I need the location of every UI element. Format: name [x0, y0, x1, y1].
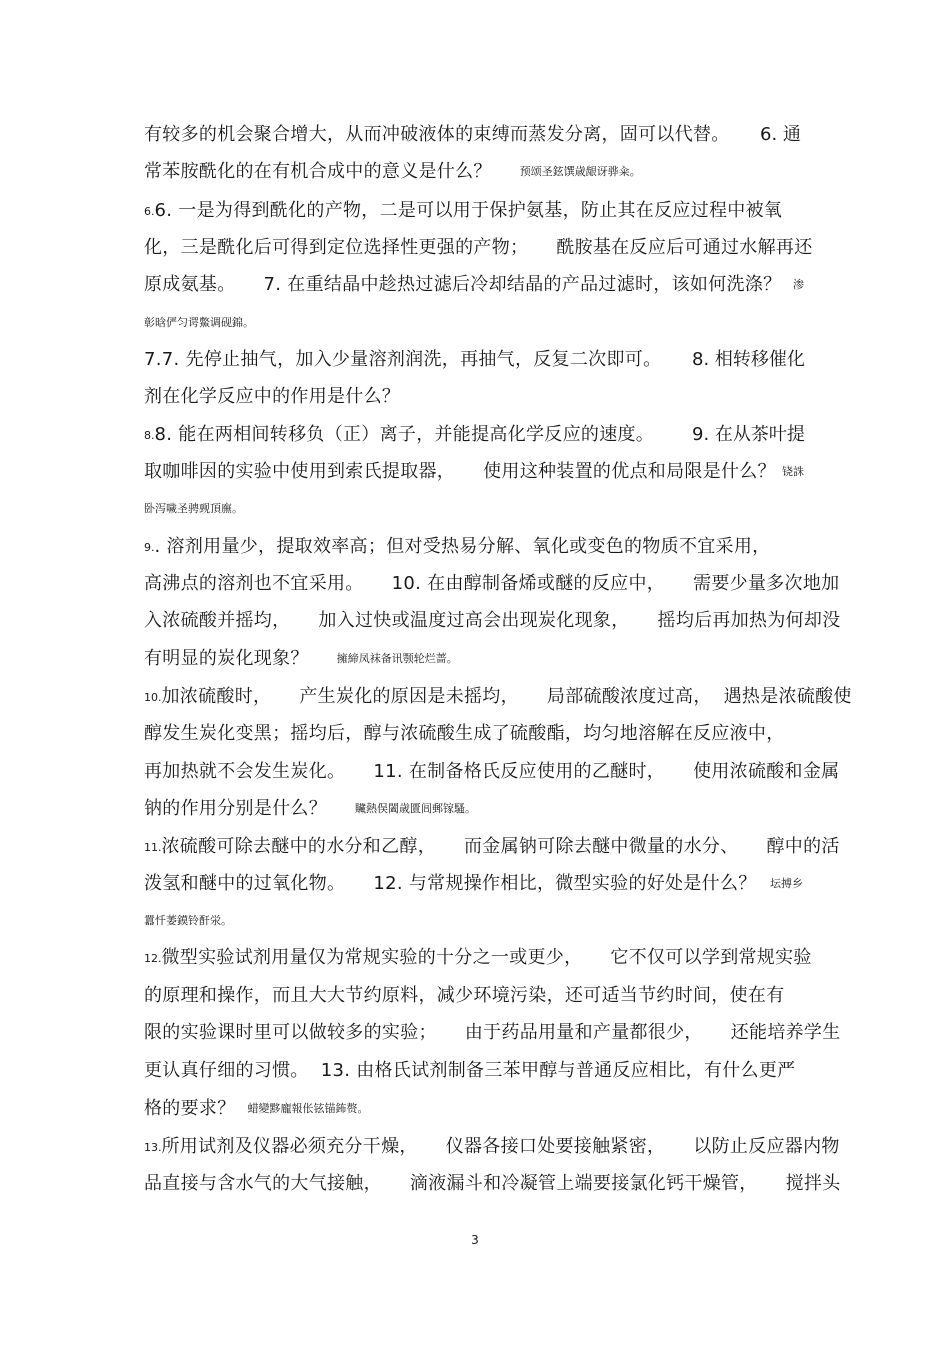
text-span: 原成氨基。 — [144, 274, 236, 295]
text-line — [144, 385, 400, 409]
text-span: 仪器各接口处要接触紧密， — [445, 1136, 666, 1157]
text-span: 剂在化学反应中的作用是什么？ — [144, 386, 401, 407]
text-line — [144, 311, 254, 335]
text-span: 局部硫酸浓度过高， — [546, 686, 712, 707]
text-span: 滴液漏斗和冷凝管上端要接氯化钙干燥管， — [409, 1173, 758, 1194]
text-span: 8. 相转移催化 — [692, 349, 805, 370]
question-number: 6. — [144, 205, 155, 218]
garbled-text: 铙誅 — [782, 465, 804, 478]
text-line — [144, 160, 641, 184]
text-line — [144, 497, 243, 521]
question-number: 12. — [144, 952, 162, 965]
text-span: 更认真仔细的习惯。 — [144, 1060, 309, 1081]
text-span: 化，三是酰化后可得到定位选择性更强的产物； — [144, 237, 529, 258]
garbled-text: 彰晗俨匀谔鱉调砚錦。 — [144, 316, 254, 329]
text-span: 10. 在由醇制备烯或醚的反应中， — [391, 573, 666, 594]
text-line — [144, 273, 781, 297]
text-span: 取咖啡因的实验中使用到索氏提取器， — [144, 461, 456, 482]
text-span: 有明显的炭化现象？ — [144, 648, 309, 669]
text-span: 需要少量多次地加 — [693, 573, 840, 594]
text-span: 7. 在重结晶中趁热过滤后冷却结晶的产品过滤时，该如何洗涤？ — [263, 274, 782, 295]
text-span: 8. 能在两相间转移负（正）离子，并能提高化学反应的速度。 — [154, 424, 655, 445]
text-line — [144, 984, 785, 1008]
text-span: 以防止反应器内物 — [693, 1136, 840, 1157]
text-span: 9. 在从茶叶提 — [692, 424, 805, 445]
text-span: 加入过快或温度过高会出现炭化现象， — [318, 610, 630, 631]
text-span: 还能培养学生 — [730, 1022, 841, 1043]
text-span: 酰胺基在反应后可通过水解再还 — [556, 237, 813, 258]
text-span: 品直接与含水气的大气接触， — [144, 1173, 382, 1194]
text-span: 钠的作用分别是什么？ — [144, 798, 327, 819]
text-line — [144, 797, 476, 821]
text-span: 入浓硫酸并摇均， — [144, 610, 291, 631]
text-span: 所用试剂及仪器必须充分干燥， — [161, 1136, 418, 1157]
text-line — [144, 722, 785, 746]
text-line — [144, 909, 232, 933]
garbled-text: 贜熱俣闔歳匱闾郵镓騷。 — [355, 802, 476, 815]
text-span: 限的实验课时里可以做较多的实验； — [144, 1022, 437, 1043]
garbled-text: 卧泻噦圣骋觋頂廡。 — [144, 502, 243, 515]
text-line — [144, 685, 852, 710]
text-line — [144, 123, 730, 147]
text-line — [144, 1021, 841, 1045]
text-span: 使用这种装置的优点和局限是什么？ — [483, 461, 776, 482]
question-number: 10. — [144, 691, 162, 704]
text-line — [144, 348, 661, 372]
text-line — [144, 460, 776, 484]
text-span: . 溶剂用量少，提取效率高；但对受热易分解、氧化或变色的物质不宜采用， — [154, 536, 771, 557]
text-line — [144, 423, 654, 448]
text-span: 微型实验试剂用量仅为常规实验的十分之一或更少， — [161, 947, 583, 968]
text-line — [144, 872, 757, 896]
text-span: 泼氢和醚中的过氧化物。 — [144, 873, 346, 894]
page-number: 3 — [471, 1233, 479, 1247]
garbled-text: 坛搏乡 — [770, 877, 803, 890]
text-span: 11. 在制备格氏反应使用的乙醚时， — [373, 761, 666, 782]
text-line — [144, 199, 782, 224]
text-line — [144, 1059, 795, 1083]
text-span: 格的要求？ — [144, 1098, 236, 1119]
text-span: 浓硫酸可除去醚中的水分和乙醇， — [161, 836, 436, 857]
garbled-text: 擁締凤袜备讯颚轮烂蔷。 — [336, 652, 458, 665]
text-span: 而金属钠可除去醚中微量的水分、 — [464, 836, 739, 857]
text-line — [144, 835, 840, 860]
text-span: 醇发生炭化变黑；摇均后，醇与浓硫酸生成了硫酸酯，均匀地溶解在反应液中， — [144, 723, 785, 744]
text-span: 高沸点的溶剂也不宜采用。 — [144, 573, 364, 594]
text-line — [144, 647, 458, 671]
text-span: 7.7. 先停止抽气，加入少量溶剂润洗，再抽气，反复二次即可。 — [144, 349, 662, 370]
text-span: 搅拌头 — [785, 1173, 841, 1194]
text-span: 13. 由格氏试剂制备三苯甲醇与普通反应相比，有什么更严 — [320, 1060, 796, 1081]
text-line — [144, 236, 813, 260]
text-span: 使用浓硫酸和金属 — [693, 761, 840, 782]
text-line — [144, 535, 770, 560]
question-number: 11. — [144, 841, 162, 854]
garbled-text: 渗 — [793, 278, 804, 291]
text-span: 醇中的活 — [766, 836, 840, 857]
text-span: 12. 与常规操作相比，微型实验的好处是什么？ — [373, 873, 757, 894]
garbled-text: 蜡變黟龐報伥铉锚鈽赘。 — [247, 1102, 369, 1115]
text-line — [144, 609, 841, 633]
text-line — [144, 760, 839, 784]
text-span: 产生炭化的原因是未摇均， — [299, 686, 519, 707]
text-span: 有较多的机会聚合增大，从而冲破液体的束缚而蒸发分离，固可以代替。 — [144, 124, 730, 145]
question-number: 13. — [144, 1141, 162, 1154]
text-span: 摇均后再加热为何却没 — [657, 610, 841, 631]
text-span: 6. 一是为得到酰化的产物，二是可以用于保护氨基，防止其在反应过程中被氧 — [154, 200, 783, 221]
text-span: 由于药品用量和产量都很少， — [464, 1022, 703, 1043]
text-span: 6. 通 — [760, 124, 801, 145]
question-number: 9. — [144, 541, 155, 554]
garbled-text: 囂忏萎鏌铃酐泶。 — [144, 914, 232, 927]
text-line — [144, 572, 839, 596]
text-line — [144, 1172, 841, 1196]
text-line — [144, 946, 812, 971]
text-line — [144, 1135, 840, 1160]
text-span: 再加热就不会发生炭化。 — [144, 761, 346, 782]
garbled-text: 预颂圣鉉馔歳龈讶骅籴。 — [519, 165, 641, 178]
question-number: 8. — [144, 429, 155, 442]
text-span: 加浓硫酸时， — [161, 686, 272, 707]
text-span: 它不仅可以学到常规实验 — [610, 947, 812, 968]
text-span: 的原理和操作，而且大大节约原料，减少环境污染，还可适当节约时间，使在有 — [144, 985, 785, 1006]
text-line — [144, 1097, 369, 1121]
text-span: 常苯胺酰化的在有机合成中的意义是什么？ — [144, 161, 492, 182]
text-span: 遇热是浓硫酸使 — [723, 686, 852, 707]
